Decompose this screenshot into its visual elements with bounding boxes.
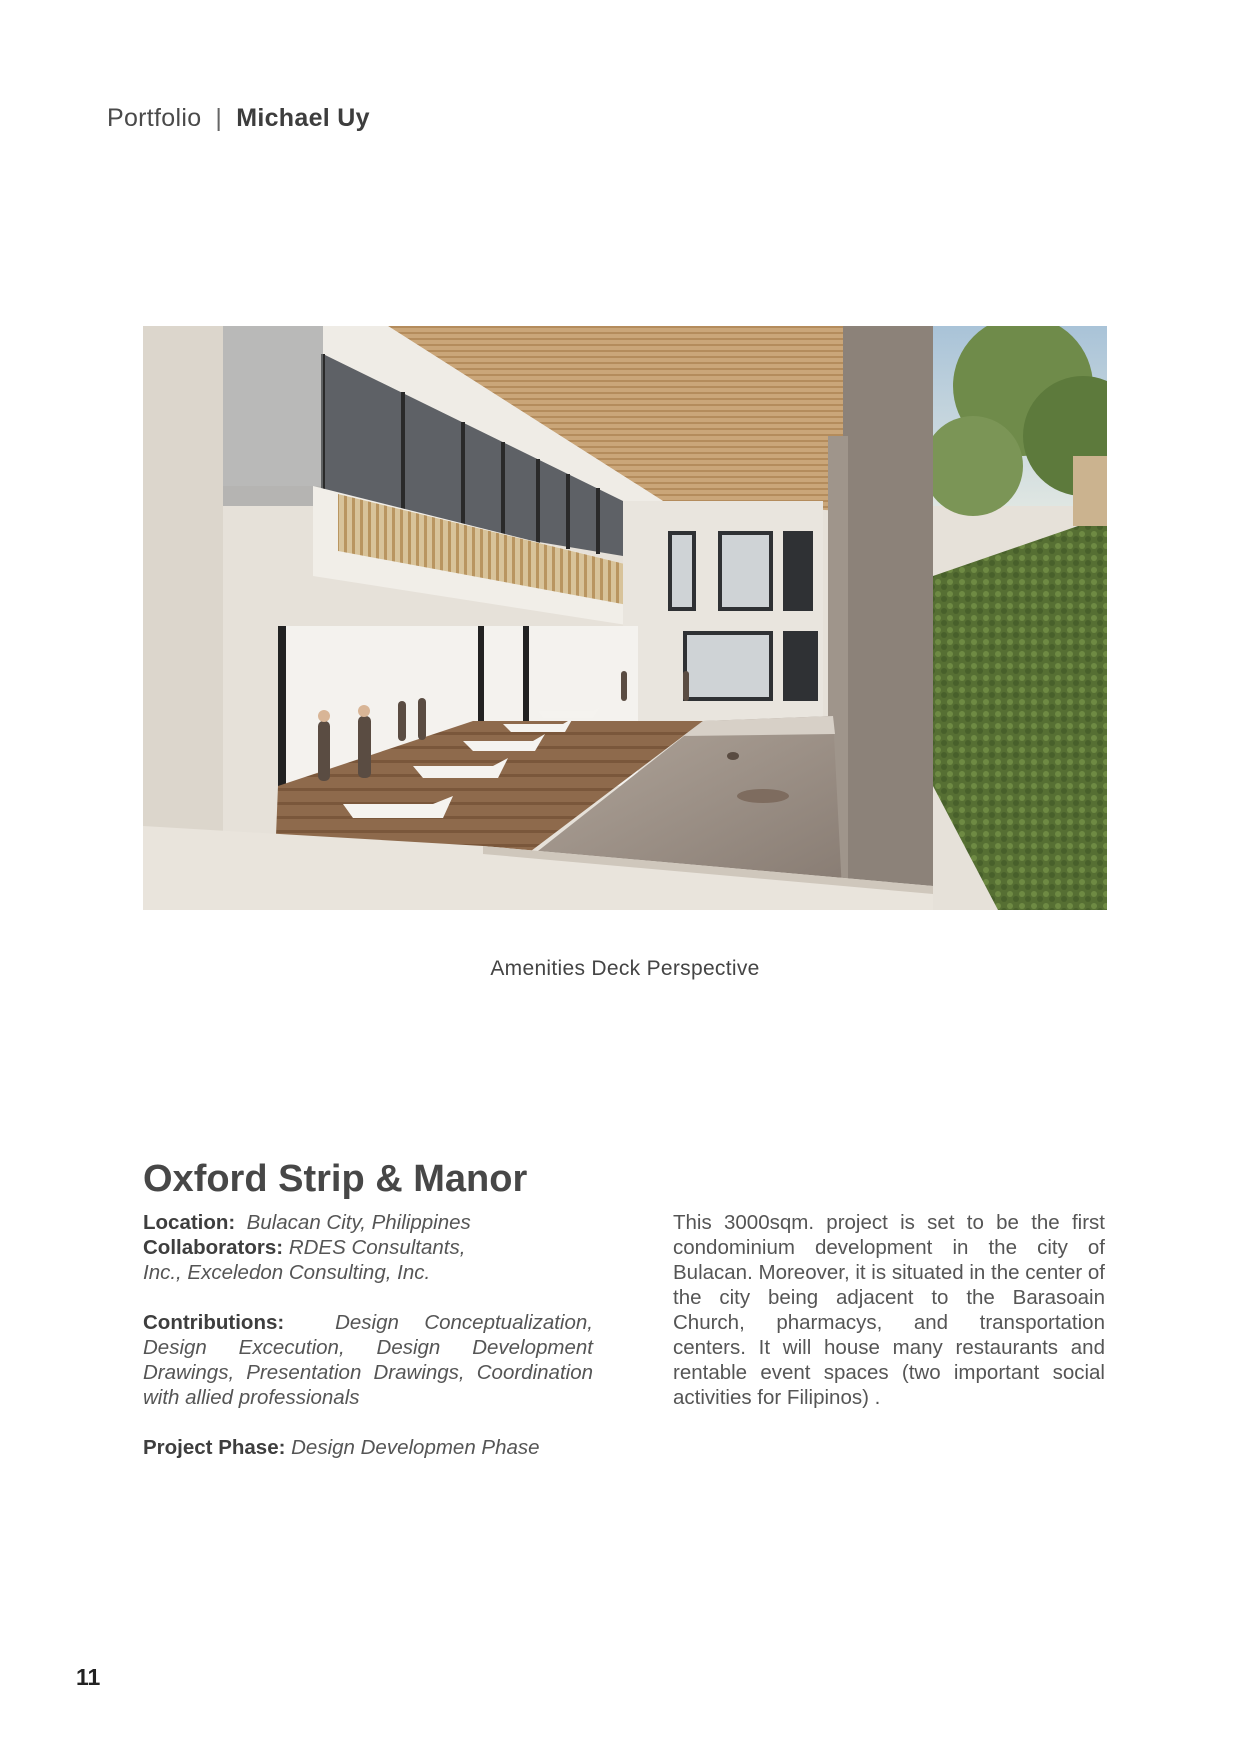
- phase-line: [143, 1435, 593, 1460]
- collaborators-value-continued: Inc., Exceledon Consulting, Inc.: [143, 1261, 431, 1284]
- location-value: Bulacan City, Philippines: [246, 1211, 471, 1234]
- contributions-line: [143, 1310, 593, 1410]
- page-number: 11: [76, 1664, 101, 1690]
- project-description: This 3000sqm. project is set to be the first condominium development in the city of Bulacan. Moreover, it is situated in the center of the city being adjacent to the Barasoain Church, pharmacys, and transportation centers. It will house many restaurants and rentable event spaces (two important social activities for Filipinos) .: [673, 1211, 1105, 1409]
- contributions-label: Contributions:: [143, 1311, 285, 1334]
- amenities-deck-rendering: [143, 326, 1107, 910]
- collaborators-line-2: [143, 1260, 593, 1285]
- location-label: Location:: [143, 1211, 236, 1234]
- collaborators-label: Collaborators:: [143, 1236, 284, 1259]
- contributions-value: Design Conceptualization, Design Excecution, Design Development Drawings, Presentation Drawings, Coordination with allied professionals: [143, 1311, 593, 1409]
- collaborators-line: [143, 1235, 593, 1260]
- phase-label: Project Phase:: [143, 1436, 286, 1459]
- page-header: [107, 104, 370, 133]
- project-title: Oxford Strip & Manor: [143, 1158, 528, 1200]
- header-separator: |: [215, 104, 223, 132]
- project-details: [143, 1210, 593, 1460]
- figure-caption: Amenities Deck Perspective: [490, 957, 760, 980]
- location-line: [143, 1210, 593, 1235]
- author-name: Michael Uy: [236, 104, 370, 132]
- collaborators-value: RDES Consultants,: [288, 1236, 466, 1259]
- phase-value: Design Developmen Phase: [291, 1436, 540, 1459]
- header-label: Portfolio: [107, 104, 202, 132]
